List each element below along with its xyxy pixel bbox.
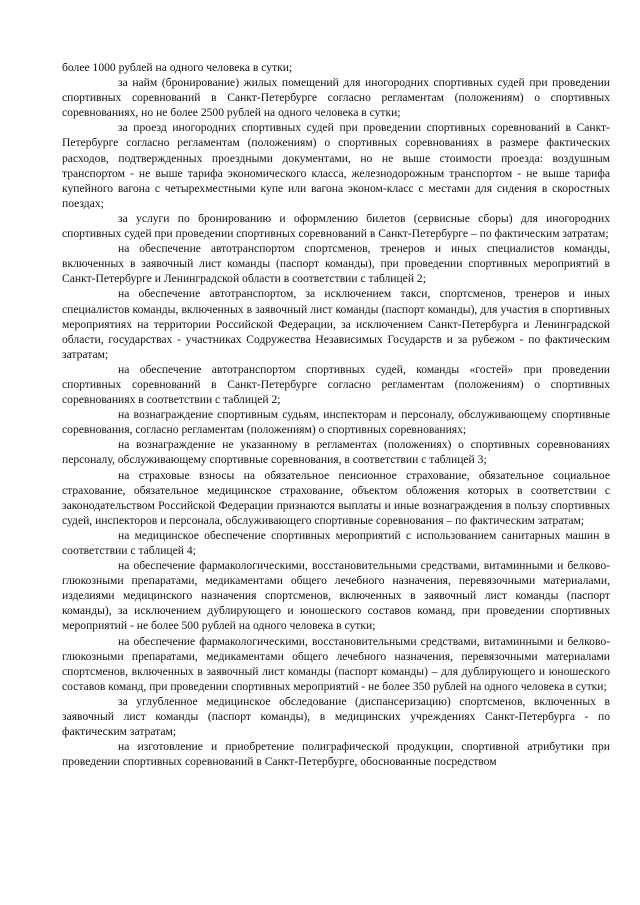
- paragraph: более 1000 рублей на одного человека в сутки;: [62, 61, 293, 74]
- paragraph: за найм (бронирование) жилых помещений для иногородних спортивных судей при проведении спортивных соревнований в Санкт-Петербурге согласно регламентам (положениям) о спортивных соревнованиях, но не более 2500 рублей на одного человека в сутки;: [62, 76, 610, 120]
- paragraph: за услуги по бронированию и оформлению билетов (сервисные сборы) для иногородних спортивных судей при проведении спортивных соревнований в Санкт-Петербурге – по фактическим затратам;: [62, 211, 610, 241]
- paragraph: на вознаграждение не указанному в регламентах (положениях) о спортивных соревнованиях персоналу, обслуживающему спортивные соревнования, в соответствии с таблицей 3;: [62, 438, 610, 467]
- paragraph: за проезд иногородних спортивных судей при проведении спортивных соревнований в Санкт-Петербурге согласно регламентам (положениям) о спортивных соревнованиях в размере фактических расходов, подтвержденных проездными документами, но не выше стоимости проезда: воздушным транспортом - не выше тарифа экономического класса, железнодорожным транспортом - не выше тарифа купейного вагона с четырехместными купе или вагона эконом-класс с местами для сидения в скоростных поездах;: [62, 121, 610, 210]
- paragraph: на изготовление и приобретение полиграфической продукции, спортивной атрибутики при проведении спортивных соревнований в Санкт-Петербурге, обоснованные посредством: [62, 740, 610, 769]
- paragraph: за углубленное медицинское обследование (диспансеризацию) спортсменов, включенных в заявочный лист команды (паспорт команды), в медицинских учреждениях Санкт-Петербурга - по фактическим затратам;: [62, 694, 610, 739]
- paragraph: на обеспечение автотранспортом спортивных судей, команды «гостей» при проведении спортивных соревнований в Санкт-Петербурге согласно регламентам (положениям) о спортивных соревнованиях в соответствии с таблицей 2;: [62, 362, 610, 407]
- paragraph: на медицинское обеспечение спортивных мероприятий с использованием санитарных машин в соответствии с таблицей 4;: [62, 528, 610, 557]
- paragraph: на обеспечение фармакологическими, восстановительными средствами, витаминными и белково-глюкозными препаратами, медикаментами общего лечебного назначения, перевязочными материалами спортсменов, включенных в заявочный лист команды (паспорт команды) – для дублирующего и юношеского составов команд, при проведении спортивных мероприятий - не более 350 рублей на одного человека в сутки;: [62, 634, 610, 693]
- paragraph: на вознаграждение спортивным судьям, инспекторам и персоналу, обслуживающему спортивные соревнования, согласно регламентам (положениям) о спортивных соревнованиях;: [62, 408, 610, 437]
- document-page: [62, 60, 610, 769]
- paragraph: на обеспечение автотранспортом спортсменов, тренеров и иных специалистов команды, включенных в заявочный лист команды (паспорт команды), при проведении спортивных мероприятий в Санкт-Петербурге и Ленинградской области в соответствии с таблицей 2;: [62, 242, 610, 286]
- paragraph: на страховые взносы на обязательное пенсионное страхование, обязательное социальное страхование, обязательное медицинское страхование, объектом обложения которых в соответствии с законодательством Российской Федерации признаются выплаты и иные вознаграждения в пользу спортивных судей, инспекторов и персонала, обслуживающего спортивные соревнования – по фактическим затратам;: [62, 468, 610, 527]
- paragraph: на обеспечение автотранспортом, за исключением такси, спортсменов, тренеров и иных специалистов команды, включенных в заявочный лист команды (паспорт команды), для участия в спортивных мероприятиях на территории Российской Федерации, за исключением Санкт-Петербурга и Ленинградской области, государствах - участниках Содружества Независимых Государств и за рубежом - по фактическим затратам;: [62, 287, 610, 361]
- paragraph: на обеспечение фармакологическими, восстановительными средствами, витаминными и белково-глюкозными препаратами, медикаментами общего лечебного назначения, перевязочными материалами, изделиями медицинского назначения спортсменов, включенных в заявочный лист команды (паспорт команды), за исключением дублирующего и юношеского составов команд, при проведении спортивных мероприятий - не более 500 рублей на одного человека в сутки;: [62, 559, 610, 633]
